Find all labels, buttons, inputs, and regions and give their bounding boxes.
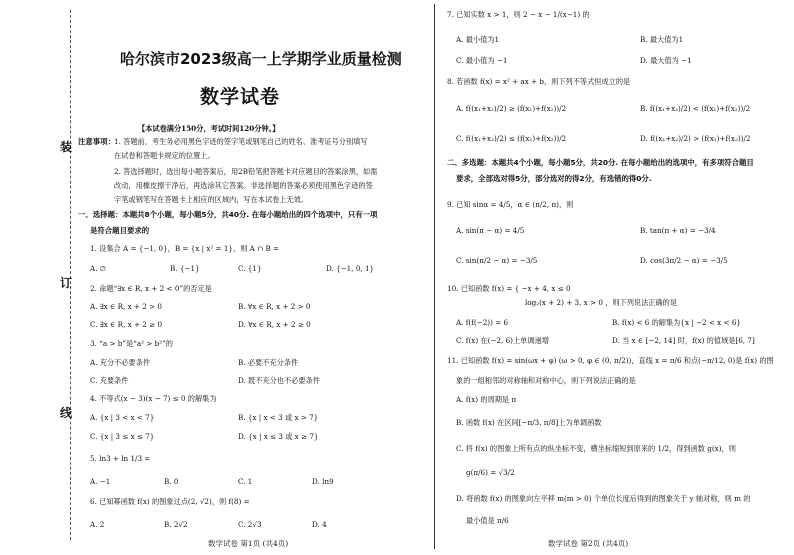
q11-option-d: D. 将函数 f(x) 的图象向左平移 m(m > 0) 个单位长度后得到的图象关于 y 轴对称，则 m 的 [456, 494, 751, 503]
q1-option-a: A. ∅ [90, 264, 107, 273]
q7-option-b: B. 最大值为1 [640, 35, 684, 44]
notice-line-5: 字笔或钢笔写在答题卡上相应的区域内，写在本试卷上无效。 [114, 195, 309, 204]
binding-char-xian: 线 [60, 406, 73, 420]
q8-option-d: D. f((x₁+x₂)/2) > (f(x₁)+f(x₂))/2 [640, 134, 751, 143]
binding-char-zhuang: 装 [60, 140, 73, 154]
q11-option-a: A. f(x) 的周期是 π [456, 395, 517, 404]
q3-option-c: C. 充要条件 [90, 376, 129, 385]
q5-option-c: C. 1 [238, 477, 253, 486]
q11-option-b: B. 函数 f(x) 在区间[−π/3, π/8]上为单调函数 [456, 418, 602, 427]
q8-option-a: A. f((x₁+x₂)/2) ≥ (f(x₁)+f(x₂))/2 [456, 104, 567, 113]
q10-stem-line-1: 10. 已知函数 f(x) = { −x + 4, x ≤ 0 [447, 284, 571, 293]
notice-line-2: 在试卷和答题卡规定的位置上。 [114, 151, 215, 160]
q4-option-b: B. {x | x < 3 或 x > 7} [238, 413, 319, 422]
q7-option-c: C. 最小值为 −1 [456, 56, 508, 65]
section2-heading-1: 二、多选题：本题共4个小题，每小题5分，共20分. 在每小题给出的选项中，有多项符合题目 [447, 158, 754, 167]
q9-option-d: D. cos(3π/2 − α) = −3/5 [640, 256, 728, 265]
q1-stem: 1. 设集合 A = {−1, 0}，B = {x | x² = 1}，则 A ∩ B = [90, 244, 280, 253]
q2-option-b: B. ∀x ∈ R, x + 2 > 0 [238, 302, 311, 311]
q10-stem-line-2: log₂(x + 2) + 3, x > 0 ，则下列说法正确的是 [525, 298, 678, 307]
exam-title: 哈尔滨市2023级高一上学期学业质量检测 [120, 50, 402, 68]
q10-option-a: A. f(f(−2)) = 6 [456, 318, 509, 327]
q2-option-a: A. ∃x ∈ R, x + 2 > 0 [90, 302, 162, 311]
q11-stem-line-1: 11. 已知函数 f(x) = sin(ωx + φ) (ω > 0, φ ∈ (0, π/2))，直线 x = π/6 和点(−π/12, 0)是 f(x) 的图 [447, 356, 774, 365]
q7-option-a: A. 最小值为1 [456, 35, 500, 44]
q1-option-b: B. {−1} [170, 264, 200, 273]
q9-stem: 9. 已知 sinα = 4/5，α ∈ (π/2, π)，则 [447, 200, 574, 209]
q8-option-c: C. f((x₁+x₂)/2) ≤ (f(x₁)+f(x₂))/2 [456, 134, 567, 143]
q5-option-d: D. ln9 [312, 477, 334, 486]
notice-label: 注意事项： [78, 137, 115, 146]
section2-heading-2: 要求，全部选对得5分，部分选对的得2分，有选错的得0分. [456, 174, 652, 183]
notice-line-3: 2. 答选择题时，选出每小题答案后，用2B铅笔把答题卡对应题目的答案涂黑，如需 [114, 167, 378, 176]
section1-heading-1: 一、选择题：本题共8个小题，每小题5分，共40分. 在每小题给出的四个选项中，只有一项 [78, 210, 378, 219]
q1-option-c: C. {1} [238, 264, 262, 273]
q2-option-c: C. ∃x ∈ R, x + 2 ≥ 0 [90, 320, 163, 329]
binding-char-ding: 订 [60, 276, 73, 290]
left-footer: 数学试卷 第1页 (共4页) [208, 539, 289, 548]
q4-option-d: D. {x | x ≤ 3 或 x ≥ 7} [238, 432, 319, 441]
notice-line-1: 1. 答题前，考生务必用黑色字迹的签字笔或钢笔自己的姓名、准考证号分别填写 [114, 137, 368, 146]
q2-stem: 2. 命题“∃x ∈ R, x + 2 < 0”的否定是 [90, 284, 212, 293]
q11-stem-line-2: 象的一组相邻的对称轴和对称中心，则下列说法正确的是 [456, 376, 636, 385]
q6-option-c: C. 2√3 [238, 520, 262, 529]
q4-option-c: C. {x | 3 ≤ x ≤ 7} [90, 432, 155, 441]
q7-stem: 7. 已知实数 x > 1，则 2 − x − 1/(x−1) 的 [447, 10, 590, 19]
q2-option-d: D. ∀x ∈ R, x + 2 ≥ 0 [238, 320, 311, 329]
q5-option-a: A. −1 [90, 477, 111, 486]
q5-option-b: B. 0 [164, 477, 179, 486]
q8-stem: 8. 若函数 f(x) = x² + ax + b，则下列不等式恒成立的是 [447, 77, 631, 86]
q1-option-d: D. {−1, 0, 1} [326, 264, 375, 273]
subject-title: 数学试卷 [200, 86, 281, 108]
section1-heading-2: 是符合题目要求的 [90, 226, 150, 235]
q9-option-a: A. sin(π − α) = 4/5 [456, 226, 525, 235]
page-divider [434, 4, 435, 549]
q3-option-d: D. 既不充分也不必要条件 [238, 376, 320, 385]
right-footer: 数学试卷 第2页 (共4页) [548, 539, 629, 548]
q10-option-b: B. f(x) < 6 的解集为{x | −2 < x < 6} [612, 318, 741, 327]
q10-option-d: D. 当 x ∈ [−2, 14] 时，f(x) 的值域是[6, 7] [612, 336, 755, 345]
q11-option-d-cont: 最小值是 π/6 [466, 516, 509, 525]
q7-option-d: D. 最大值为 −1 [640, 56, 692, 65]
q4-option-a: A. {x | 3 < x < 7} [90, 413, 155, 422]
q11-option-c: C. 将 f(x) 的图象上所有点的纵坐标不变，横坐标缩短到原来的 1/2，得到函数 g(x)，则 [456, 444, 736, 453]
q3-option-a: A. 充分不必要条件 [90, 358, 151, 367]
q3-stem: 3. “a > b”是“a² > b²”的 [90, 339, 173, 348]
notice-line-4: 改动，用橡皮擦干净后，再选涂其它答案。非选择题的答案必须使用黑色字迹的签 [114, 181, 373, 190]
q4-stem: 4. 不等式(x − 3)(x − 7) ≤ 0 的解集为 [90, 394, 217, 403]
q11-option-c-cont: g(π/6) = √3/2 [466, 468, 515, 477]
q6-stem: 6. 已知幂函数 f(x) 的图象过点(2, √2)，则 f(8) = [90, 497, 250, 506]
q6-option-a: A. 2 [90, 520, 105, 529]
q9-option-b: B. tan(π + α) = −3/4 [640, 226, 716, 235]
q6-option-b: B. 2√2 [164, 520, 188, 529]
q6-option-d: D. 4 [312, 520, 327, 529]
q10-option-c: C. f(x) 在(−2, 6)上单调递增 [456, 336, 549, 345]
score-info: 【本试卷满分150分，考试时间120分钟。】 [138, 124, 280, 133]
q3-option-b: B. 必要不充分条件 [238, 358, 299, 367]
q5-stem: 5. ln3 + ln 1/3 = [90, 454, 151, 463]
q8-option-b: B. f((x₁+x₂)/2) < (f(x₁)+f(x₂))/2 [640, 104, 751, 113]
q9-option-c: C. sin(π/2 − α) = −3/5 [456, 256, 538, 265]
